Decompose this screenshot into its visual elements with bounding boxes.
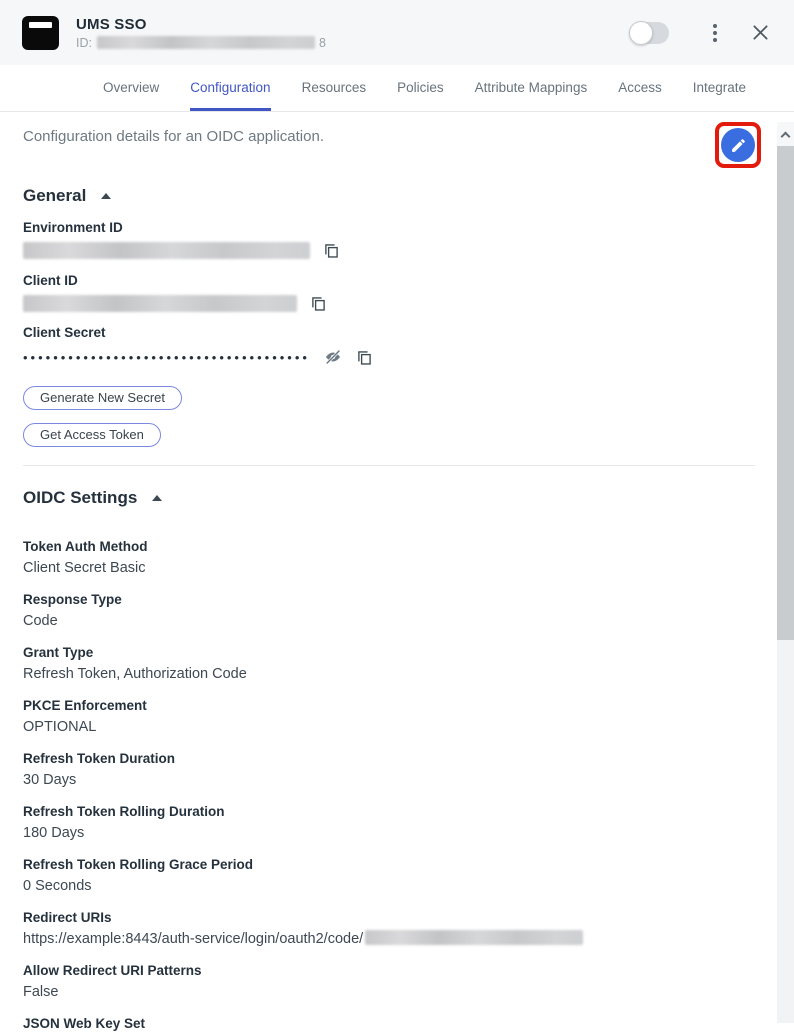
edit-button[interactable]: [721, 128, 755, 162]
app-id-suffix: 8: [318, 35, 326, 50]
copy-environment-id-button[interactable]: [323, 242, 340, 259]
collapse-caret-icon[interactable]: [101, 193, 111, 199]
field-redirect-uris: [23, 908, 755, 950]
get-access-token-button[interactable]: Get Access Token: [23, 423, 161, 447]
configuration-panel: [0, 122, 794, 1034]
app-id-row: [76, 36, 629, 50]
field-refresh-token-rolling-grace-period: [23, 855, 755, 897]
app-icon: [22, 16, 59, 50]
copy-icon: [323, 242, 340, 259]
field-json-web-key-set: [23, 1014, 755, 1034]
field-label: Token Auth Method: [23, 539, 148, 554]
general-section-heading: [23, 186, 755, 205]
app-header: [0, 0, 794, 65]
field-label: Allow Redirect URI Patterns: [23, 963, 202, 978]
masked-client-secret: ••••••••••••••••••••••••••••••••••••••: [23, 349, 310, 365]
section-divider: [23, 465, 755, 466]
client-secret-label: Client Secret: [23, 325, 106, 340]
app-title: UMS SSO: [76, 15, 147, 33]
field-label: Refresh Token Duration: [23, 751, 176, 766]
oidc-settings-heading: [23, 488, 755, 507]
oidc-fields-list: [23, 537, 755, 1034]
copy-client-id-button[interactable]: [310, 295, 327, 312]
general-heading-text: General: [23, 186, 87, 205]
edit-button-highlight: [715, 122, 761, 168]
field-value: 180 Days: [23, 825, 85, 841]
copy-client-secret-button[interactable]: [356, 349, 373, 366]
field-refresh-token-rolling-duration: [23, 802, 755, 844]
eye-slash-icon: [323, 347, 343, 367]
tab-resources[interactable]: Resources: [301, 80, 367, 95]
kebab-menu-icon[interactable]: [709, 22, 721, 44]
field-token-auth-method: [23, 537, 755, 579]
tab-access[interactable]: Access: [618, 80, 662, 95]
tab-integrate[interactable]: Integrate: [692, 80, 747, 95]
redacted-client-id: [23, 295, 297, 312]
field-value: 30 Days: [23, 772, 77, 788]
field-value: False: [23, 984, 59, 1000]
redacted-app-id: [97, 36, 315, 49]
oidc-heading-text: OIDC Settings: [23, 488, 138, 507]
field-label: Refresh Token Rolling Duration: [23, 804, 225, 819]
chevron-up-icon: [781, 131, 791, 141]
configuration-description: Configuration details for an OIDC application.: [23, 128, 324, 145]
pencil-icon: [730, 137, 747, 154]
field-label: Redirect URIs: [23, 910, 112, 925]
redacted-environment-id: [23, 242, 310, 259]
close-icon[interactable]: [751, 23, 770, 42]
scrollbar-thumb[interactable]: [777, 146, 794, 640]
field-label: Grant Type: [23, 645, 94, 660]
show-secret-button[interactable]: [323, 347, 343, 367]
vertical-scrollbar: [777, 122, 794, 1023]
field-value: Client Secret Basic: [23, 560, 146, 576]
environment-id-label: Environment ID: [23, 220, 123, 235]
client-id-label: Client ID: [23, 273, 78, 288]
copy-icon: [310, 295, 327, 312]
field-value: Code: [23, 613, 58, 629]
field-label: PKCE Enforcement: [23, 698, 147, 713]
tab-configuration[interactable]: Configuration: [190, 65, 270, 111]
field-value: [23, 929, 755, 950]
field-value: Refresh Token, Authorization Code: [23, 666, 247, 682]
field-response-type: [23, 590, 755, 632]
field-refresh-token-duration: [23, 749, 755, 791]
field-label: Response Type: [23, 592, 122, 607]
collapse-caret-icon[interactable]: [152, 495, 162, 501]
redirect-uri-text: https://example:8443/auth-service/login/oauth2/code/: [23, 931, 364, 947]
tab-policies[interactable]: Policies: [397, 80, 444, 95]
field-grant-type: [23, 643, 755, 685]
field-pkce-enforcement: [23, 696, 755, 738]
scroll-up-button[interactable]: [777, 122, 794, 146]
copy-icon: [356, 349, 373, 366]
toggle-knob: [629, 21, 653, 45]
field-value: 0 Seconds: [23, 878, 92, 894]
field-allow-redirect-uri-patterns: [23, 961, 755, 1003]
enable-app-toggle[interactable]: [629, 22, 669, 44]
field-label: Refresh Token Rolling Grace Period: [23, 857, 254, 872]
tab-overview[interactable]: Overview: [103, 80, 160, 95]
tab-attribute-mappings[interactable]: Attribute Mappings: [474, 80, 588, 95]
redacted-redirect-uri-suffix: [365, 930, 583, 945]
field-label: JSON Web Key Set: [23, 1016, 146, 1031]
app-id-label: ID:: [76, 35, 92, 50]
field-value: OPTIONAL: [23, 719, 97, 735]
generate-new-secret-button[interactable]: Generate New Secret: [23, 386, 182, 410]
tab-bar: [0, 65, 794, 112]
